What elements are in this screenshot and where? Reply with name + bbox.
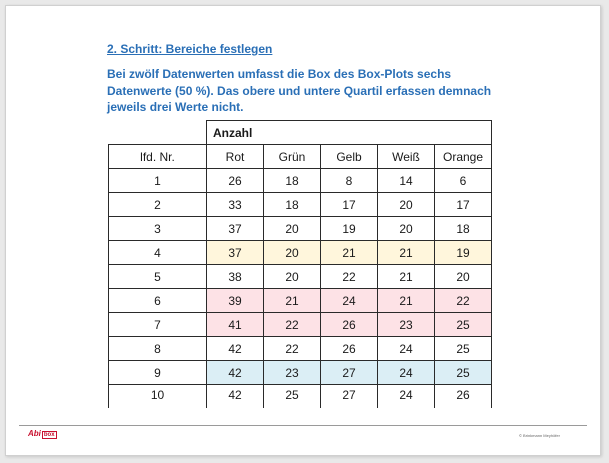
column-header-rot: Rot [207, 145, 264, 169]
logo-box: box [43, 432, 55, 438]
cell-rot: 37 [207, 241, 264, 265]
cell-gelb: 24 [321, 289, 378, 313]
cell-gelb: 17 [321, 193, 378, 217]
table-row [109, 265, 492, 289]
cell-orange: 25 [435, 361, 492, 385]
cell-weiss: 20 [378, 193, 435, 217]
cell-gruen: 25 [264, 385, 321, 409]
row-number: 3 [109, 217, 207, 241]
column-header-orange: Orange [435, 145, 492, 169]
table-row [109, 217, 492, 241]
column-header-gruen: Grün [264, 145, 321, 169]
cell-gelb: 26 [321, 337, 378, 361]
cell-gruen: 20 [264, 265, 321, 289]
row-number: 9 [109, 361, 207, 385]
table-row-highlight-blue [109, 361, 492, 385]
cell-gelb: 26 [321, 313, 378, 337]
data-table [108, 120, 492, 408]
step-heading: 2. Schritt: Bereiche festlegen [107, 42, 273, 56]
row-number: 5 [109, 265, 207, 289]
cell-orange: 19 [435, 241, 492, 265]
cell-weiss: 20 [378, 217, 435, 241]
logo-text: Abi [28, 429, 41, 438]
cell-weiss: 24 [378, 337, 435, 361]
cell-gelb: 27 [321, 361, 378, 385]
row-number: 6 [109, 289, 207, 313]
cell-orange: 25 [435, 337, 492, 361]
abibox-logo [28, 429, 57, 438]
table-row-highlight-pink [109, 289, 492, 313]
cell-weiss: 21 [378, 241, 435, 265]
cell-rot: 37 [207, 217, 264, 241]
table-row-highlight-yellow [109, 241, 492, 265]
cell-weiss: 21 [378, 289, 435, 313]
row-number: 4 [109, 241, 207, 265]
cell-gelb: 27 [321, 385, 378, 409]
cell-gruen: 20 [264, 217, 321, 241]
anzahl-header: Anzahl [207, 121, 492, 145]
cell-weiss: 14 [378, 169, 435, 193]
cell-orange: 22 [435, 289, 492, 313]
cell-rot: 42 [207, 337, 264, 361]
cell-rot: 33 [207, 193, 264, 217]
cell-gruen: 18 [264, 169, 321, 193]
cell-rot: 42 [207, 361, 264, 385]
cell-gruen: 22 [264, 337, 321, 361]
cell-weiss: 24 [378, 385, 435, 409]
cell-orange: 26 [435, 385, 492, 409]
cell-orange: 18 [435, 217, 492, 241]
cell-weiss: 21 [378, 265, 435, 289]
row-number: 10 [109, 385, 207, 409]
cell-weiss: 23 [378, 313, 435, 337]
cell-rot: 39 [207, 289, 264, 313]
row-number: 8 [109, 337, 207, 361]
explanation-paragraph: Bei zwölf Datenwerten umfasst die Box des Box-Plots sechs Datenwerte (50 %). Das obere und untere Quartil erfassen demnach jeweils drei Werte nicht. [107, 67, 492, 114]
table-row [109, 385, 492, 409]
row-number: 1 [109, 169, 207, 193]
cell-gelb: 22 [321, 265, 378, 289]
column-header-weiss: Weiß [378, 145, 435, 169]
cell-orange: 20 [435, 265, 492, 289]
cell-gelb: 8 [321, 169, 378, 193]
table-row-highlight-pink [109, 313, 492, 337]
copyright-notice: © Brinkmann Meyhöfer [519, 433, 560, 438]
table-row [109, 337, 492, 361]
cell-orange: 6 [435, 169, 492, 193]
cell-gruen: 22 [264, 313, 321, 337]
cell-gruen: 20 [264, 241, 321, 265]
cell-gruen: 23 [264, 361, 321, 385]
cell-gelb: 19 [321, 217, 378, 241]
cell-gruen: 21 [264, 289, 321, 313]
cell-rot: 42 [207, 385, 264, 409]
cell-rot: 26 [207, 169, 264, 193]
cell-weiss: 24 [378, 361, 435, 385]
column-header-nr: lfd. Nr. [109, 145, 207, 169]
table-row [109, 169, 492, 193]
cell-gruen: 18 [264, 193, 321, 217]
table-corner [109, 121, 207, 145]
cell-orange: 17 [435, 193, 492, 217]
slide-page [5, 5, 601, 456]
cell-gelb: 21 [321, 241, 378, 265]
cell-rot: 41 [207, 313, 264, 337]
row-number: 7 [109, 313, 207, 337]
cell-orange: 25 [435, 313, 492, 337]
cell-rot: 38 [207, 265, 264, 289]
row-number: 2 [109, 193, 207, 217]
column-header-gelb: Gelb [321, 145, 378, 169]
footer-divider [19, 425, 587, 426]
table-row [109, 193, 492, 217]
